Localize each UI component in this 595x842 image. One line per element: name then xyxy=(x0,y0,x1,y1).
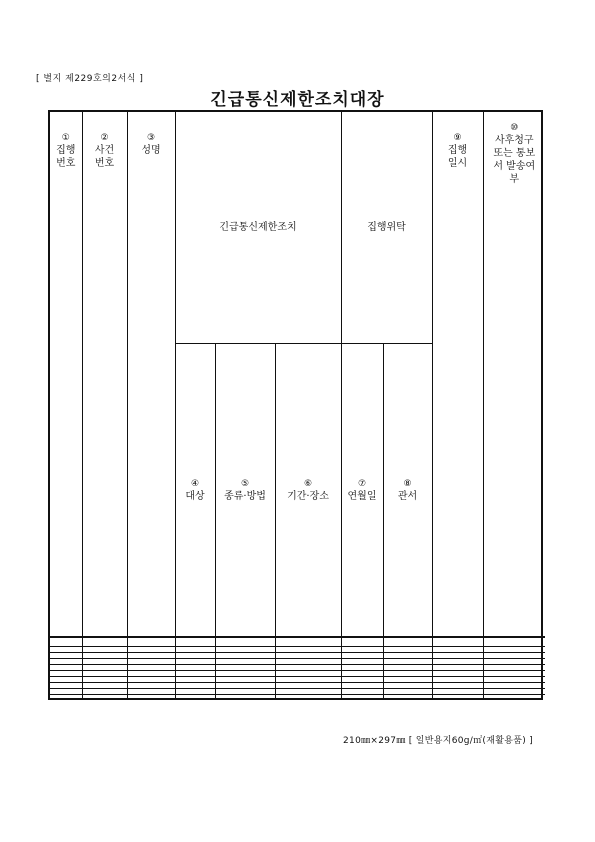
header-target: ④ 대상 xyxy=(175,344,215,637)
header-group-emergency-measure: 긴급통신제한조치 xyxy=(175,112,341,344)
table-cell[interactable] xyxy=(432,637,483,646)
header-execution-datetime: ⑨ 집행 일시 xyxy=(432,112,483,637)
header-type-method: ⑤ 종류·방법 xyxy=(215,344,275,637)
header-office: ⑧ 관서 xyxy=(383,344,432,637)
header-name: ③ 성명 xyxy=(127,112,175,637)
table-cell[interactable] xyxy=(275,695,341,698)
table-cell[interactable] xyxy=(215,637,275,646)
register-table xyxy=(48,110,543,700)
header-post-request-status: ⑩ 사후청구 또는 통보 서 발송여 부 xyxy=(483,112,545,637)
document-title: 긴급통신제한조치대장 xyxy=(210,90,385,110)
header-case-number: ② 사건 번호 xyxy=(82,112,127,637)
table-row xyxy=(50,637,545,646)
table-cell[interactable] xyxy=(82,637,127,646)
header-group-execution-commission: 집행위탁 xyxy=(341,112,432,344)
header-period-place: ⑥ 기간·장소 xyxy=(275,344,341,637)
table-cell[interactable] xyxy=(383,637,432,646)
table-cell[interactable] xyxy=(432,695,483,698)
table-cell[interactable] xyxy=(82,695,127,698)
table-cell[interactable] xyxy=(215,695,275,698)
register-body xyxy=(50,637,545,698)
table-cell[interactable] xyxy=(175,637,215,646)
header-execution-number: ① 집행 번호 xyxy=(50,112,82,637)
paper-size-note: 210㎜×297㎜ [ 일반용지60g/㎡(재활용품) ] xyxy=(343,736,533,746)
table-cell[interactable] xyxy=(127,695,175,698)
form-reference: [ 별지 제229호의2서식 ] xyxy=(36,74,144,84)
table-cell[interactable] xyxy=(483,695,545,698)
table-row xyxy=(50,695,545,698)
table-cell[interactable] xyxy=(175,695,215,698)
table-cell[interactable] xyxy=(483,637,545,646)
table-cell[interactable] xyxy=(341,695,383,698)
table-cell[interactable] xyxy=(275,637,341,646)
table-cell[interactable] xyxy=(127,637,175,646)
table-cell[interactable] xyxy=(341,637,383,646)
table-cell[interactable] xyxy=(383,695,432,698)
table-cell[interactable] xyxy=(50,695,82,698)
table-cell[interactable] xyxy=(50,637,82,646)
header-date: ⑦ 연월일 xyxy=(341,344,383,637)
